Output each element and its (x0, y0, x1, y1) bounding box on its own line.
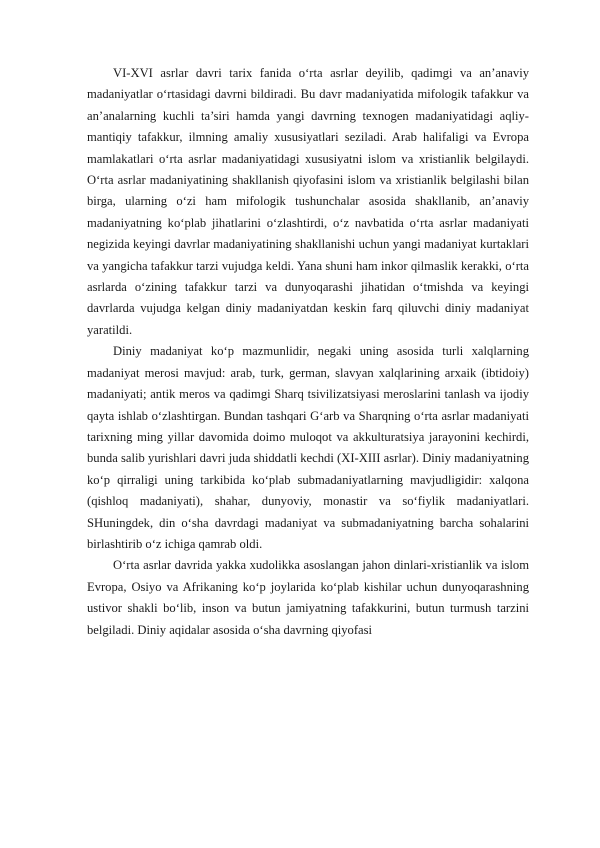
paragraph-3: O‘rta asrlar davrida yakka xudolikka asoslangan jahon dinlari-xristianlik va islom Evropa, Osiyo va Afrikaning ko‘p joylarida ko‘plab kishilar uchun dunyoqarashning ustivor shakli bo‘lib, inson va butun jamiyatning tafakkurini, butun turmush tarzini belgiladi. Diniy aqidalar asosida o‘sha davrning qiyofasi (87, 558, 529, 637)
body-text (87, 63, 529, 641)
paragraph-1: VI-XVI asrlar davri tarix fanida o‘rta asrlar deyilib, qadimgi va an’anaviy madaniyatlar o‘rtasidagi davrni bildiradi. Bu davr madaniyatida mifologik tafakkur va an’analarning kuchli ta’siri hamda yangi davrning texnogen madaniyatidagi aqliy-mantiqiy tafakkur, ilmning amaliy xususiyatlari seziladi. Arab halifaligi va Evropa mamlakatlari o‘rta asrlar madaniyatidagi xususiyatni islom va xristianlik belgilaydi. O‘rta asrlar madaniyatining shakllanish qiyofasini islom va xristianlik belgilashi bilan birga, ularning o‘zi ham mifologik tushunchalar asosida shakllanib, an’anaviy madaniyatning ko‘plab jihatlarini o‘zlashtirdi, o‘z navbatida o‘rta asrlar madaniyati negizida keyingi davrlar madaniyatining shakllanishi uchun yangi madaniyat kurtaklari va yangicha tafakkur tarzi vujudga keldi. Yana shuni ham inkor qilmaslik kerakki, o‘rta asrlarda o‘zining tafakkur tarzi va dunyoqarashi jihatidan o‘tmishda va keyingi davrlarda vujudga kelgan diniy madaniyatdan keskin farq qiluvchi diniy madaniyat yaratildi. (87, 66, 529, 337)
paragraph-2: Diniy madaniyat ko‘p mazmunlidir, negaki uning asosida turli xalqlarning madaniyat merosi mavjud: arab, turk, german, slavyan xalqlarining arxaik (ibtidoiy) madaniyati; antik meros va qadimgi Sharq tsivilizatsiyasi meroslarini tanlash va ijodiy qayta ishlab o‘zlashtirgan. Bundan tashqari G‘arb va Sharqning o‘rta asrlar madaniyati tarixning ming yillar davomida doimo muloqot va akkulturatsiya jarayonini kechirdi, bunda salib yurishlari davri juda shiddatli kechdi (XI-XIII asrlar). Diniy madaniyatning ko‘p qirraligi uning tarkibida ko‘plab submadaniyatlarning mavjudligidir: xalqona (qishloq madaniyati), shahar, dunyoviy, monastir va so‘fiylik madaniyatlari. SHuningdek, din o‘sha davrdagi madaniyat va submadaniyatning barcha sohalarini birlashtirib o‘z ichiga qamrab oldi. (87, 344, 529, 551)
